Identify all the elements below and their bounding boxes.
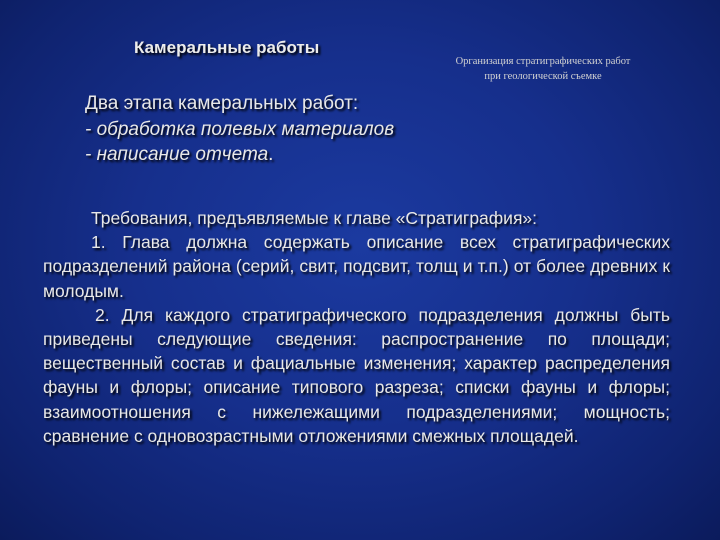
requirements-heading: Требования, предъявляемые к главе «Стратиграфия»: [91,208,538,228]
requirements-block [43,206,670,448]
requirement-2-lead: 2. Для каждого стратиграфического подразделения должны [95,304,619,325]
slide-title: Камеральные работы [134,38,320,57]
stage-item-2-text: - написание отчета [85,144,269,165]
slide-subtitle [418,54,668,84]
stages-intro: Два этапа камеральных работ: [85,93,359,114]
requirement-2-rest: быть приведены следующие сведения: распространение по площади; вещественный состав и фациальные изменения; характер распределения фауны и флоры; описание типового разреза; списки фауны и флоры; взаимоотношения с нижележащими подразделениями; мощность; сравнение с одновозрастными отложениями смежных площадей. [43,304,670,446]
requirement-item-2 [43,303,670,448]
stages-block [85,91,394,168]
stage-item-2-end: . [268,144,274,165]
stage-item-2 [85,142,394,168]
subtitle-line-1: Организация стратиграфических работ [455,56,631,67]
stage-item-1: - обработка полевых материалов [85,118,395,140]
requirement-item-1 [43,230,670,303]
subtitle-line-2: при геологической съемке [484,71,602,82]
requirement-1-lead: 1. Глава должна содержать описание всех стратиграфических [91,232,670,253]
requirement-1-rest: подразделений района (серий, свит, подсвит, толщ и т.п.) от более древних к молодым. [43,256,670,301]
